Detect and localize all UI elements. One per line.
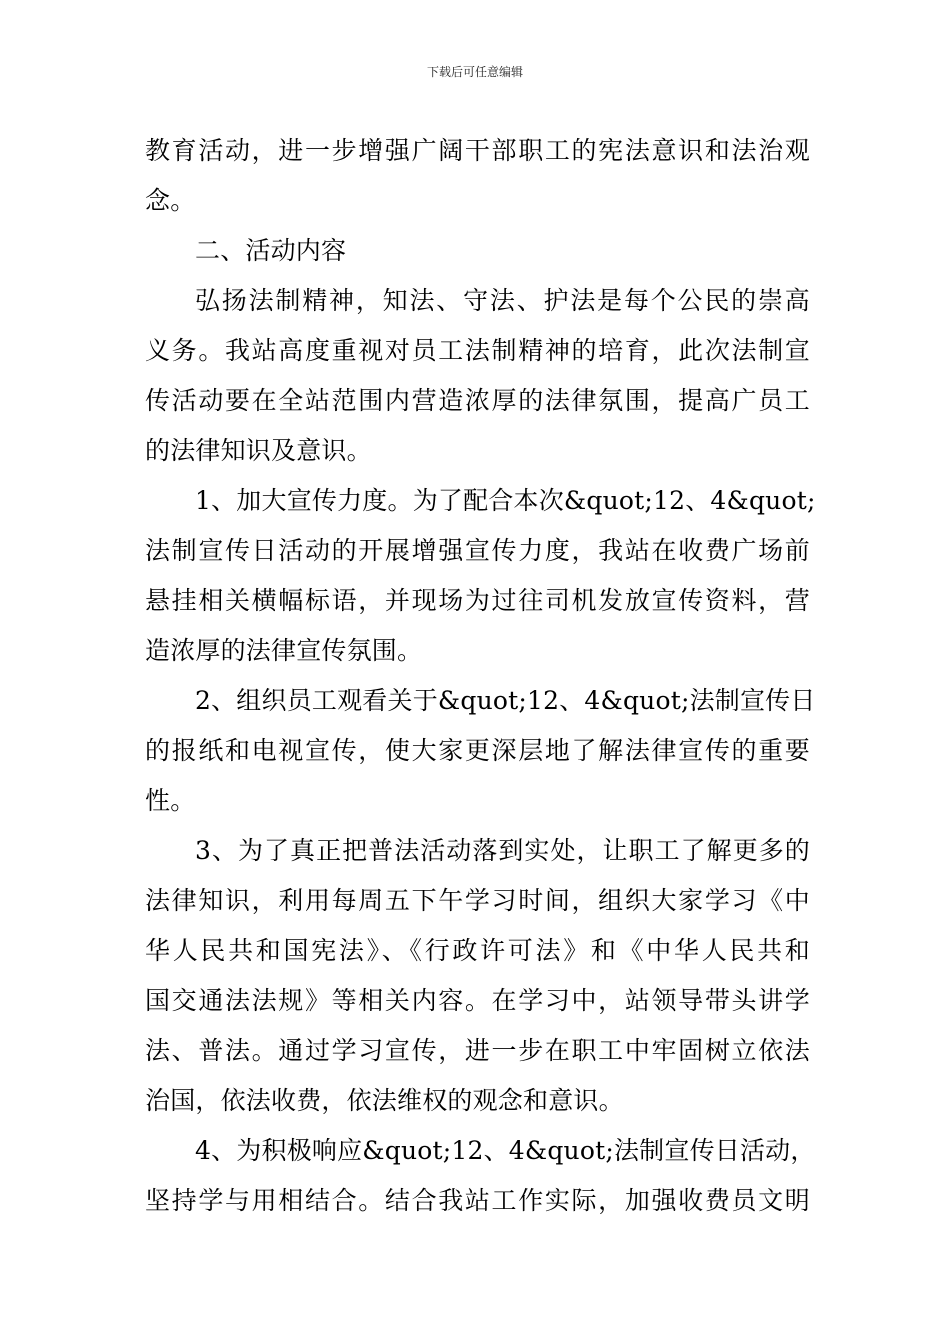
body-line: 造浓厚的法律宣传氛围。: [145, 636, 423, 665]
body-line: 的报纸和电视宣传，使大家更深层地了解法律宣传的重要: [145, 736, 810, 765]
body-line: 3、为了真正把普法活动落到实处，让职工了解更多的: [195, 836, 810, 865]
body-line: 治国，依法收费，依法维权的观念和意识。: [145, 1086, 624, 1115]
body-line: 法律知识，利用每周五下午学习时间，组织大家学习《中: [145, 886, 810, 915]
document-body: [145, 126, 816, 1226]
body-line: 法制宣传日活动的开展增强宣传力度，我站在收费广场前: [145, 536, 810, 565]
body-line: 法、普法。通过学习宣传，进一步在职工中牢固树立依法: [145, 1036, 810, 1065]
body-line: 性。: [145, 786, 196, 815]
body-line: 4、为积极响应&quot;12、4&quot;法制宣传日活动，: [195, 1136, 816, 1165]
body-line: 悬挂相关横幅标语，并现场为过往司机发放宣传资料，营: [145, 586, 810, 615]
body-line: 教育活动，进一步增强广阔干部职工的宪法意识和法治观: [145, 136, 810, 165]
body-line: 国交通法法规》等相关内容。在学习中，站领导带头讲学: [145, 986, 810, 1015]
body-line: 华人民共和国宪法》、《行政许可法》和《中华人民共和: [145, 936, 810, 965]
body-line: 传活动要在全站范围内营造浓厚的法律氛围，提高广员工: [145, 386, 810, 415]
body-line: 的法律知识及意识。: [145, 436, 372, 465]
body-line: 义务。我站高度重视对员工法制精神的培育，此次法制宣: [145, 336, 810, 365]
body-line: 2、组织员工观看关于&quot;12、4&quot;法制宣传日: [195, 686, 816, 715]
section-heading: 二、活动内容: [195, 236, 347, 265]
page-header: 下载后可任意编辑: [426, 65, 523, 79]
body-line: 弘扬法制精神，知法、守法、护法是每个公民的崇高: [195, 286, 810, 315]
body-line: 1、加大宣传力度。为了配合本次&quot;12、4&quot;: [195, 486, 816, 515]
body-line: 坚持学与用相结合。结合我站工作实际，加强收费员文明: [145, 1186, 810, 1215]
body-line: 念。: [145, 186, 196, 215]
